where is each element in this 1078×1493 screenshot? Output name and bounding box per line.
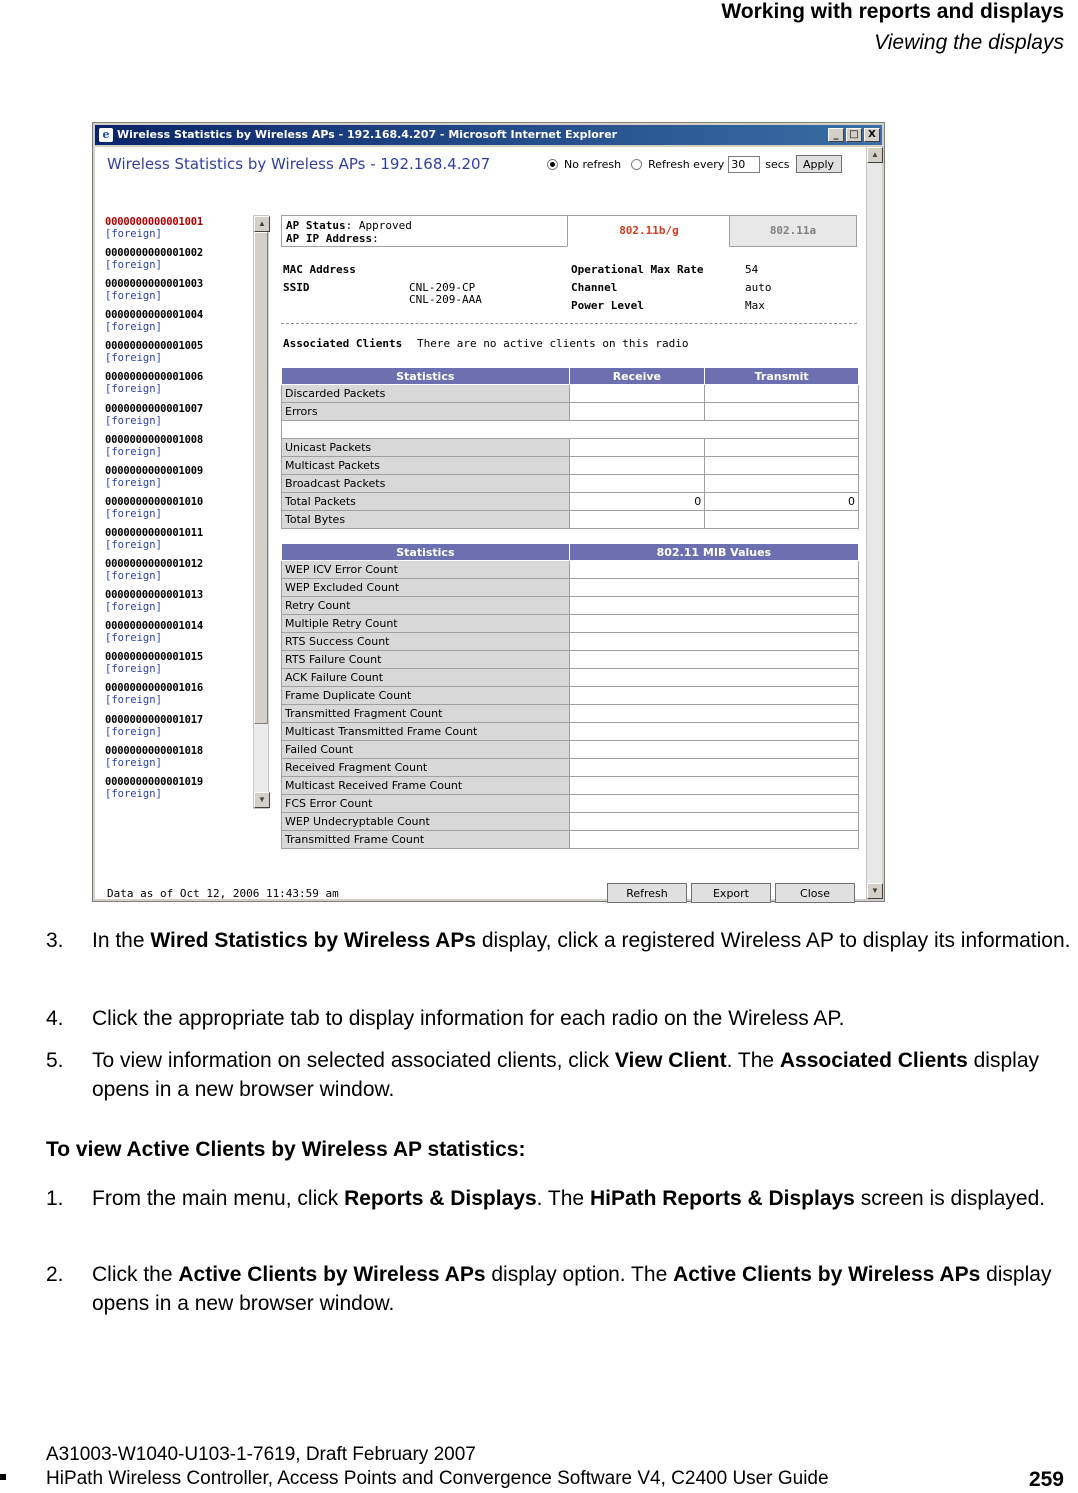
ap-serial[interactable]: 0000000000001004 xyxy=(105,309,203,322)
table-row xyxy=(282,795,859,813)
divider xyxy=(281,323,857,324)
table-row xyxy=(282,511,859,529)
transmit-value xyxy=(705,457,859,475)
refresh-every-radio[interactable] xyxy=(631,159,642,170)
ap-serial[interactable]: 0000000000001016 xyxy=(105,682,203,695)
step-text-part: display option. The xyxy=(485,1263,674,1286)
statistic-name: Errors xyxy=(282,403,570,421)
ap-list-item[interactable] xyxy=(105,681,255,712)
statistic-name: Multiple Retry Count xyxy=(282,615,570,633)
apply-button[interactable]: Apply xyxy=(796,155,842,173)
step-number: 3. xyxy=(46,929,64,952)
step-emphasis: HiPath Reports & Displays xyxy=(589,1187,855,1210)
ap-list-item[interactable] xyxy=(105,370,255,401)
receive-value xyxy=(569,457,705,475)
traffic-statistics-table xyxy=(281,367,859,529)
scroll-down-arrow-icon[interactable]: ▼ xyxy=(254,792,270,808)
ap-tag: [foreign] xyxy=(105,259,162,272)
statistic-name: Multicast Transmitted Frame Count xyxy=(282,723,570,741)
ap-status-label: AP Status xyxy=(286,219,346,232)
table-row xyxy=(282,615,859,633)
step-text xyxy=(92,926,1077,955)
table-row xyxy=(282,403,859,421)
table-row xyxy=(282,439,859,457)
table-row xyxy=(282,777,859,795)
ap-list xyxy=(105,215,255,809)
step-text-part: Click the appropriate tab to display information for each radio on the Wireless AP. xyxy=(92,1007,845,1030)
transmit-value: 0 xyxy=(705,493,859,511)
mib-value xyxy=(569,633,858,651)
column-header-statistics: Statistics xyxy=(282,544,570,561)
statistic-name: WEP ICV Error Count xyxy=(282,561,570,579)
statistic-name: RTS Success Count xyxy=(282,633,570,651)
ap-tag: [foreign] xyxy=(105,538,162,551)
page-title: Wireless Statistics by Wireless APs - 192.168.4.207 xyxy=(107,155,491,173)
table-row xyxy=(282,475,859,493)
ap-list-item[interactable] xyxy=(105,277,255,308)
window-titlebar[interactable] xyxy=(95,125,882,145)
associated-clients-label: Associated Clients xyxy=(283,337,403,350)
close-window-button[interactable]: X xyxy=(864,128,880,142)
step-number: 4. xyxy=(46,1007,64,1030)
ie-icon: e xyxy=(99,128,113,142)
mac-address-label: MAC Address xyxy=(283,263,356,276)
ap-ip-value: : xyxy=(372,232,379,245)
step-emphasis: Wired Statistics by Wireless APs xyxy=(150,929,477,952)
ap-serial[interactable]: 0000000000001014 xyxy=(105,620,203,633)
table-row xyxy=(282,597,859,615)
statistic-name: FCS Error Count xyxy=(282,795,570,813)
ap-serial[interactable]: 0000000000001002 xyxy=(105,247,203,260)
window-title: Wireless Statistics by Wireless APs - 192.168.4.207 - Microsoft Internet Explorer xyxy=(117,128,618,141)
scroll-down-arrow-icon[interactable]: ▼ xyxy=(867,883,883,899)
statistic-name: Discarded Packets xyxy=(282,385,570,403)
ap-tag: [foreign] xyxy=(105,694,162,707)
spacer-cell xyxy=(282,421,859,439)
ap-list-item[interactable] xyxy=(105,619,255,650)
statistic-name: Multicast Packets xyxy=(282,457,570,475)
step-text xyxy=(92,1184,1077,1213)
refresh-button[interactable]: Refresh xyxy=(607,883,687,903)
ap-serial[interactable]: 0000000000001009 xyxy=(105,464,203,477)
step-text-part: display, click a registered Wireless AP to display its information. xyxy=(476,929,1071,952)
mib-value xyxy=(569,759,858,777)
step-emphasis: Active Clients by Wireless APs xyxy=(673,1263,981,1286)
ap-list-item[interactable] xyxy=(105,526,255,557)
ap-tag: [foreign] xyxy=(105,383,162,396)
statistic-name: Transmitted Frame Count xyxy=(282,831,570,849)
statistic-name: WEP Undecryptable Count xyxy=(282,813,570,831)
statistic-name: WEP Excluded Count xyxy=(282,579,570,597)
mib-value xyxy=(569,651,858,669)
table-row xyxy=(282,651,859,669)
ap-list-item[interactable] xyxy=(105,650,255,681)
ap-serial[interactable]: 0000000000001003 xyxy=(105,278,203,291)
table-row xyxy=(282,723,859,741)
receive-value xyxy=(569,439,705,457)
table-row xyxy=(282,813,859,831)
table-row xyxy=(282,421,859,439)
mib-values-table xyxy=(281,543,859,849)
transmit-value xyxy=(705,511,859,529)
step-text-part: display opens in a new browser window. xyxy=(92,1263,1052,1315)
maximize-button[interactable]: □ xyxy=(846,128,862,142)
ap-serial[interactable]: 0000000000001008 xyxy=(105,433,203,446)
browser-window xyxy=(92,122,885,902)
step-number: 1. xyxy=(46,1187,64,1210)
ap-tag: [foreign] xyxy=(105,787,162,800)
footer-doc-id: A31003-W1040-U103-1-7619, Draft February 2007 xyxy=(46,1444,476,1465)
table-row xyxy=(282,633,859,651)
ap-tag: [foreign] xyxy=(105,321,162,334)
step-text-part: In the xyxy=(92,929,151,952)
scroll-up-arrow-icon[interactable]: ▲ xyxy=(867,147,883,163)
step-text xyxy=(92,1260,1077,1318)
receive-value: 0 xyxy=(569,493,705,511)
footer-marker xyxy=(0,1474,6,1480)
page-number: 259 xyxy=(1028,1468,1064,1491)
ap-serial[interactable]: 0000000000001011 xyxy=(105,526,203,539)
table-row xyxy=(282,561,859,579)
ap-list-item[interactable] xyxy=(105,464,255,495)
ap-list-item[interactable] xyxy=(105,402,255,433)
ap-list-item[interactable] xyxy=(105,588,255,619)
browser-client-area xyxy=(95,147,882,899)
refresh-seconds-input[interactable] xyxy=(728,156,760,173)
header-title: Working with reports and displays xyxy=(721,0,1064,23)
receive-value xyxy=(569,511,705,529)
ap-serial[interactable]: 0000000000001012 xyxy=(105,558,203,571)
step-text-part: To view information on selected associated clients, click xyxy=(92,1049,615,1072)
ap-serial[interactable]: 0000000000001015 xyxy=(105,651,203,664)
mib-value xyxy=(569,777,858,795)
transmit-value xyxy=(705,403,859,421)
step-text-part: . The xyxy=(726,1049,780,1072)
footer-guide-title: HiPath Wireless Controller, Access Points and Convergence Software V4, C2400 User Guide xyxy=(46,1468,829,1489)
section-heading: To view Active Clients by Wireless AP statistics: xyxy=(46,1138,526,1161)
ap-tag: [foreign] xyxy=(105,352,162,365)
mib-value xyxy=(569,831,858,849)
table-row xyxy=(282,457,859,475)
channel-label: Channel xyxy=(571,281,618,294)
ap-list-item[interactable] xyxy=(105,557,255,588)
channel-value: auto xyxy=(745,281,772,294)
ap-tag: [foreign] xyxy=(105,663,162,676)
mib-value xyxy=(569,615,858,633)
ap-list-item[interactable] xyxy=(105,339,255,370)
step-text-part: . The xyxy=(536,1187,590,1210)
ap-tag: [foreign] xyxy=(105,725,162,738)
header-subtitle: Viewing the displays xyxy=(874,31,1064,54)
receive-value xyxy=(569,475,705,493)
tab-802-11bg[interactable]: 802.11b/g xyxy=(567,215,731,247)
mib-value xyxy=(569,579,858,597)
step-emphasis: Active Clients by Wireless APs xyxy=(178,1263,486,1286)
step-text-part: From the main menu, click xyxy=(92,1187,345,1210)
refresh-options xyxy=(543,155,842,173)
op-max-rate-label: Operational Max Rate xyxy=(571,263,704,276)
ap-tag: [foreign] xyxy=(105,414,162,427)
receive-value xyxy=(569,403,705,421)
transmit-value xyxy=(705,439,859,457)
data-as-of-timestamp: Data as of Oct 12, 2006 11:43:59 am xyxy=(107,887,339,900)
ap-serial[interactable]: 0000000000001017 xyxy=(105,713,203,726)
mib-value xyxy=(569,723,858,741)
statistic-name: Multicast Received Frame Count xyxy=(282,777,570,795)
ap-serial[interactable]: 0000000000001018 xyxy=(105,744,203,757)
step-number: 2. xyxy=(46,1263,64,1286)
ap-list-item[interactable] xyxy=(105,246,255,277)
mib-value xyxy=(569,687,858,705)
step-text xyxy=(92,1046,1077,1104)
ap-serial[interactable]: 0000000000001006 xyxy=(105,371,203,384)
ssid-label: SSID xyxy=(283,281,310,294)
column-header-transmit: Transmit xyxy=(705,368,859,385)
mib-value xyxy=(569,813,858,831)
ap-serial[interactable]: 0000000000001005 xyxy=(105,340,203,353)
column-header-statistics: Statistics xyxy=(282,368,570,385)
statistic-name: ACK Failure Count xyxy=(282,669,570,687)
mib-value xyxy=(569,741,858,759)
step-text-part: display opens in a new browser window. xyxy=(92,1049,1039,1101)
ap-tag: [foreign] xyxy=(105,228,162,240)
statistic-name: Received Fragment Count xyxy=(282,759,570,777)
power-level-value: Max xyxy=(745,299,765,312)
close-button[interactable]: Close xyxy=(775,883,855,903)
ap-list-item[interactable] xyxy=(105,775,255,806)
transmit-value xyxy=(705,385,859,403)
table-row xyxy=(282,831,859,849)
ssid-value-2: CNL-209-AAA xyxy=(409,293,482,306)
step-number: 5. xyxy=(46,1049,64,1072)
statistic-name: Failed Count xyxy=(282,741,570,759)
table-row xyxy=(282,687,859,705)
step-emphasis: Associated Clients xyxy=(779,1049,968,1072)
mib-value xyxy=(569,705,858,723)
ap-status-value: : Approved xyxy=(345,219,412,232)
statistic-name: Total Bytes xyxy=(282,511,570,529)
mib-value xyxy=(569,597,858,615)
receive-value xyxy=(569,385,705,403)
statistic-name: Frame Duplicate Count xyxy=(282,687,570,705)
step-text xyxy=(92,1004,1077,1033)
op-max-rate-value: 54 xyxy=(745,263,759,276)
statistic-name: Broadcast Packets xyxy=(282,475,570,493)
statistic-name: Retry Count xyxy=(282,597,570,615)
no-refresh-radio[interactable] xyxy=(547,159,558,170)
no-refresh-label: No refresh xyxy=(564,157,622,171)
table-row xyxy=(282,493,859,511)
step-emphasis: View Client xyxy=(614,1049,727,1072)
ap-tag: [foreign] xyxy=(105,507,162,520)
statistic-name: Unicast Packets xyxy=(282,439,570,457)
tab-802-11a[interactable]: 802.11a xyxy=(729,215,857,247)
ap-serial[interactable]: 0000000000001013 xyxy=(105,589,203,602)
ap-tag: [foreign] xyxy=(105,476,162,489)
ap-list-item[interactable] xyxy=(105,744,255,775)
scroll-up-arrow-icon[interactable]: ▲ xyxy=(254,216,270,232)
statistic-name: RTS Failure Count xyxy=(282,651,570,669)
power-level-label: Power Level xyxy=(571,299,644,312)
mib-value xyxy=(569,795,858,813)
ap-tag: [foreign] xyxy=(105,570,162,583)
step-emphasis: Reports & Displays xyxy=(344,1187,537,1210)
statistic-name: Transmitted Fragment Count xyxy=(282,705,570,723)
ap-list-item[interactable] xyxy=(105,215,255,246)
ap-serial[interactable]: 0000000000001019 xyxy=(105,775,203,788)
ap-ip-label: AP IP Address xyxy=(286,232,373,245)
mib-value xyxy=(569,561,858,579)
column-header-receive: Receive xyxy=(569,368,705,385)
table-row xyxy=(282,669,859,687)
step-text-part: screen is displayed. xyxy=(854,1187,1046,1210)
ap-list-item[interactable] xyxy=(105,433,255,464)
ap-list-item[interactable] xyxy=(105,308,255,339)
column-header-mib-values: 802.11 MIB Values xyxy=(569,544,858,561)
secs-label: secs xyxy=(765,157,790,171)
step-text-part: Click the xyxy=(92,1263,179,1286)
scrollbar-thumb[interactable] xyxy=(254,232,268,724)
ap-serial[interactable]: 0000000000001010 xyxy=(105,495,203,508)
ap-tag: [foreign] xyxy=(105,756,162,769)
ap-tag: [foreign] xyxy=(105,445,162,458)
ap-serial[interactable]: 0000000000001007 xyxy=(105,402,203,415)
table-row xyxy=(282,759,859,777)
mib-value xyxy=(569,669,858,687)
ap-tag: [foreign] xyxy=(105,632,162,645)
ap-tag: [foreign] xyxy=(105,290,162,303)
refresh-every-label: Refresh every xyxy=(648,157,725,171)
transmit-value xyxy=(705,475,859,493)
export-button[interactable]: Export xyxy=(691,883,771,903)
ap-serial[interactable]: 0000000000001001 xyxy=(105,216,203,228)
table-row xyxy=(282,579,859,597)
statistic-name: Total Packets xyxy=(282,493,570,511)
ap-tag: [foreign] xyxy=(105,601,162,614)
minimize-button[interactable]: _ xyxy=(828,128,844,142)
page-scrollbar[interactable] xyxy=(866,147,882,899)
ap-list-scrollbar[interactable] xyxy=(253,215,269,809)
table-row xyxy=(282,385,859,403)
ap-list-item[interactable] xyxy=(105,713,255,744)
associated-clients-value: There are no active clients on this radio xyxy=(417,337,689,350)
ssid-value-1: CNL-209-CP xyxy=(409,281,476,294)
table-row xyxy=(282,705,859,723)
ap-status-box xyxy=(281,215,569,247)
ap-list-item[interactable] xyxy=(105,495,255,526)
table-row xyxy=(282,741,859,759)
